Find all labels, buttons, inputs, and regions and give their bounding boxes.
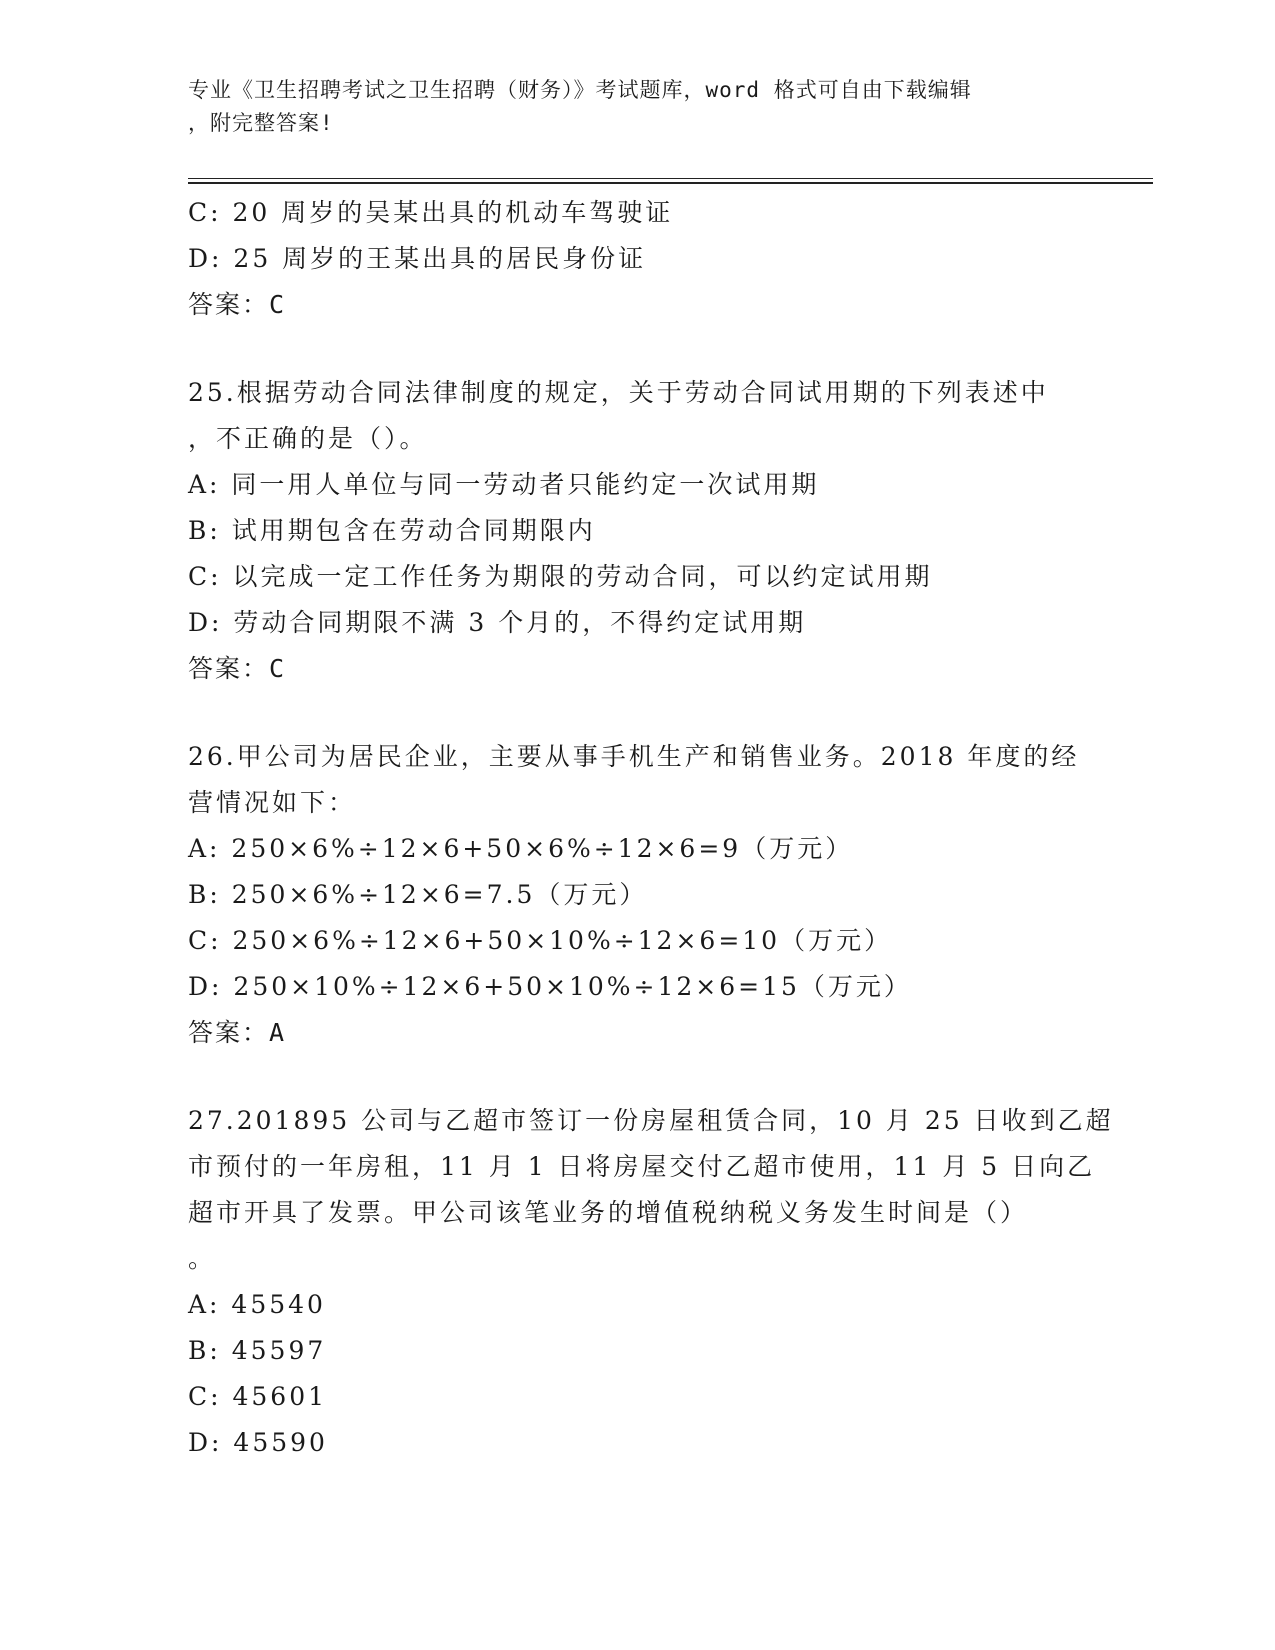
spacer: [188, 1056, 1088, 1098]
document-header: [188, 74, 1068, 140]
answer-text: 答案：C: [188, 290, 287, 319]
question-26: [188, 734, 1088, 1056]
spacer: [188, 328, 1088, 370]
option-d: D: 劳动合同期限不满 3 个月的，不得约定试用期: [188, 608, 807, 637]
option-a: A: 同一用人单位与同一劳动者只能约定一次试用期: [188, 470, 820, 499]
question-stem-continued: 市预付的一年房租，11 月 1 日将房屋交付乙超市使用，11 月 5 日向乙: [188, 1152, 1096, 1181]
question-stem-continued: 。: [188, 1244, 217, 1273]
header-line-2: ，附完整答案!: [188, 111, 334, 135]
option-c: C: 250×6%÷12×6+50×10%÷12×6=10（万元）: [188, 926, 893, 955]
header-line-1: 专业《卫生招聘考试之卫生招聘（财务）》考试题库，word 格式可自由下载编辑: [188, 78, 972, 102]
option-c: C: 45601: [188, 1382, 328, 1411]
answer-text: 答案：C: [188, 654, 287, 683]
question-list: [188, 190, 1114, 1466]
option-b: B: 试用期包含在劳动合同期限内: [188, 516, 596, 545]
answer-text: 答案：A: [188, 1018, 287, 1047]
option-b: B: 250×6%÷12×6=7.5（万元）: [188, 880, 648, 909]
header-divider-thin: [188, 178, 1153, 179]
spacer: [188, 692, 1088, 734]
option-d: D: 45590: [188, 1428, 328, 1457]
question-stem: 26.甲公司为居民企业，主要从事手机生产和销售业务。2018 年度的经: [188, 742, 1080, 771]
question-stem-continued: 营情况如下：: [188, 788, 357, 817]
option-a: A: 250×6%÷12×6+50×6%÷12×6=9（万元）: [188, 834, 854, 863]
option-a: A: 45540: [188, 1290, 326, 1319]
question-25: [188, 370, 1088, 692]
question-24: [188, 190, 1088, 328]
option-c: C: 以完成一定工作任务为期限的劳动合同，可以约定试用期: [188, 562, 933, 591]
option-b: B: 45597: [188, 1336, 327, 1365]
option-d: D: 250×10%÷12×6+50×10%÷12×6=15（万元）: [188, 972, 912, 1001]
question-stem: 25.根据劳动合同法律制度的规定，关于劳动合同试用期的下列表述中: [188, 378, 1049, 407]
question-stem: 27.201895 公司与乙超市签订一份房屋租赁合同，10 月 25 日收到乙超: [188, 1106, 1114, 1135]
question-stem-continued: ，不正确的是（）。: [188, 424, 428, 453]
header-divider-thick: [188, 182, 1153, 184]
option-c: C: 20 周岁的吴某出具的机动车驾驶证: [188, 198, 674, 227]
option-d: D: 25 周岁的王某出具的居民身份证: [188, 244, 647, 273]
question-stem-continued: 超市开具了发票。甲公司该笔业务的增值税纳税义务发生时间是（）: [188, 1198, 1029, 1227]
question-27: [188, 1098, 1114, 1466]
